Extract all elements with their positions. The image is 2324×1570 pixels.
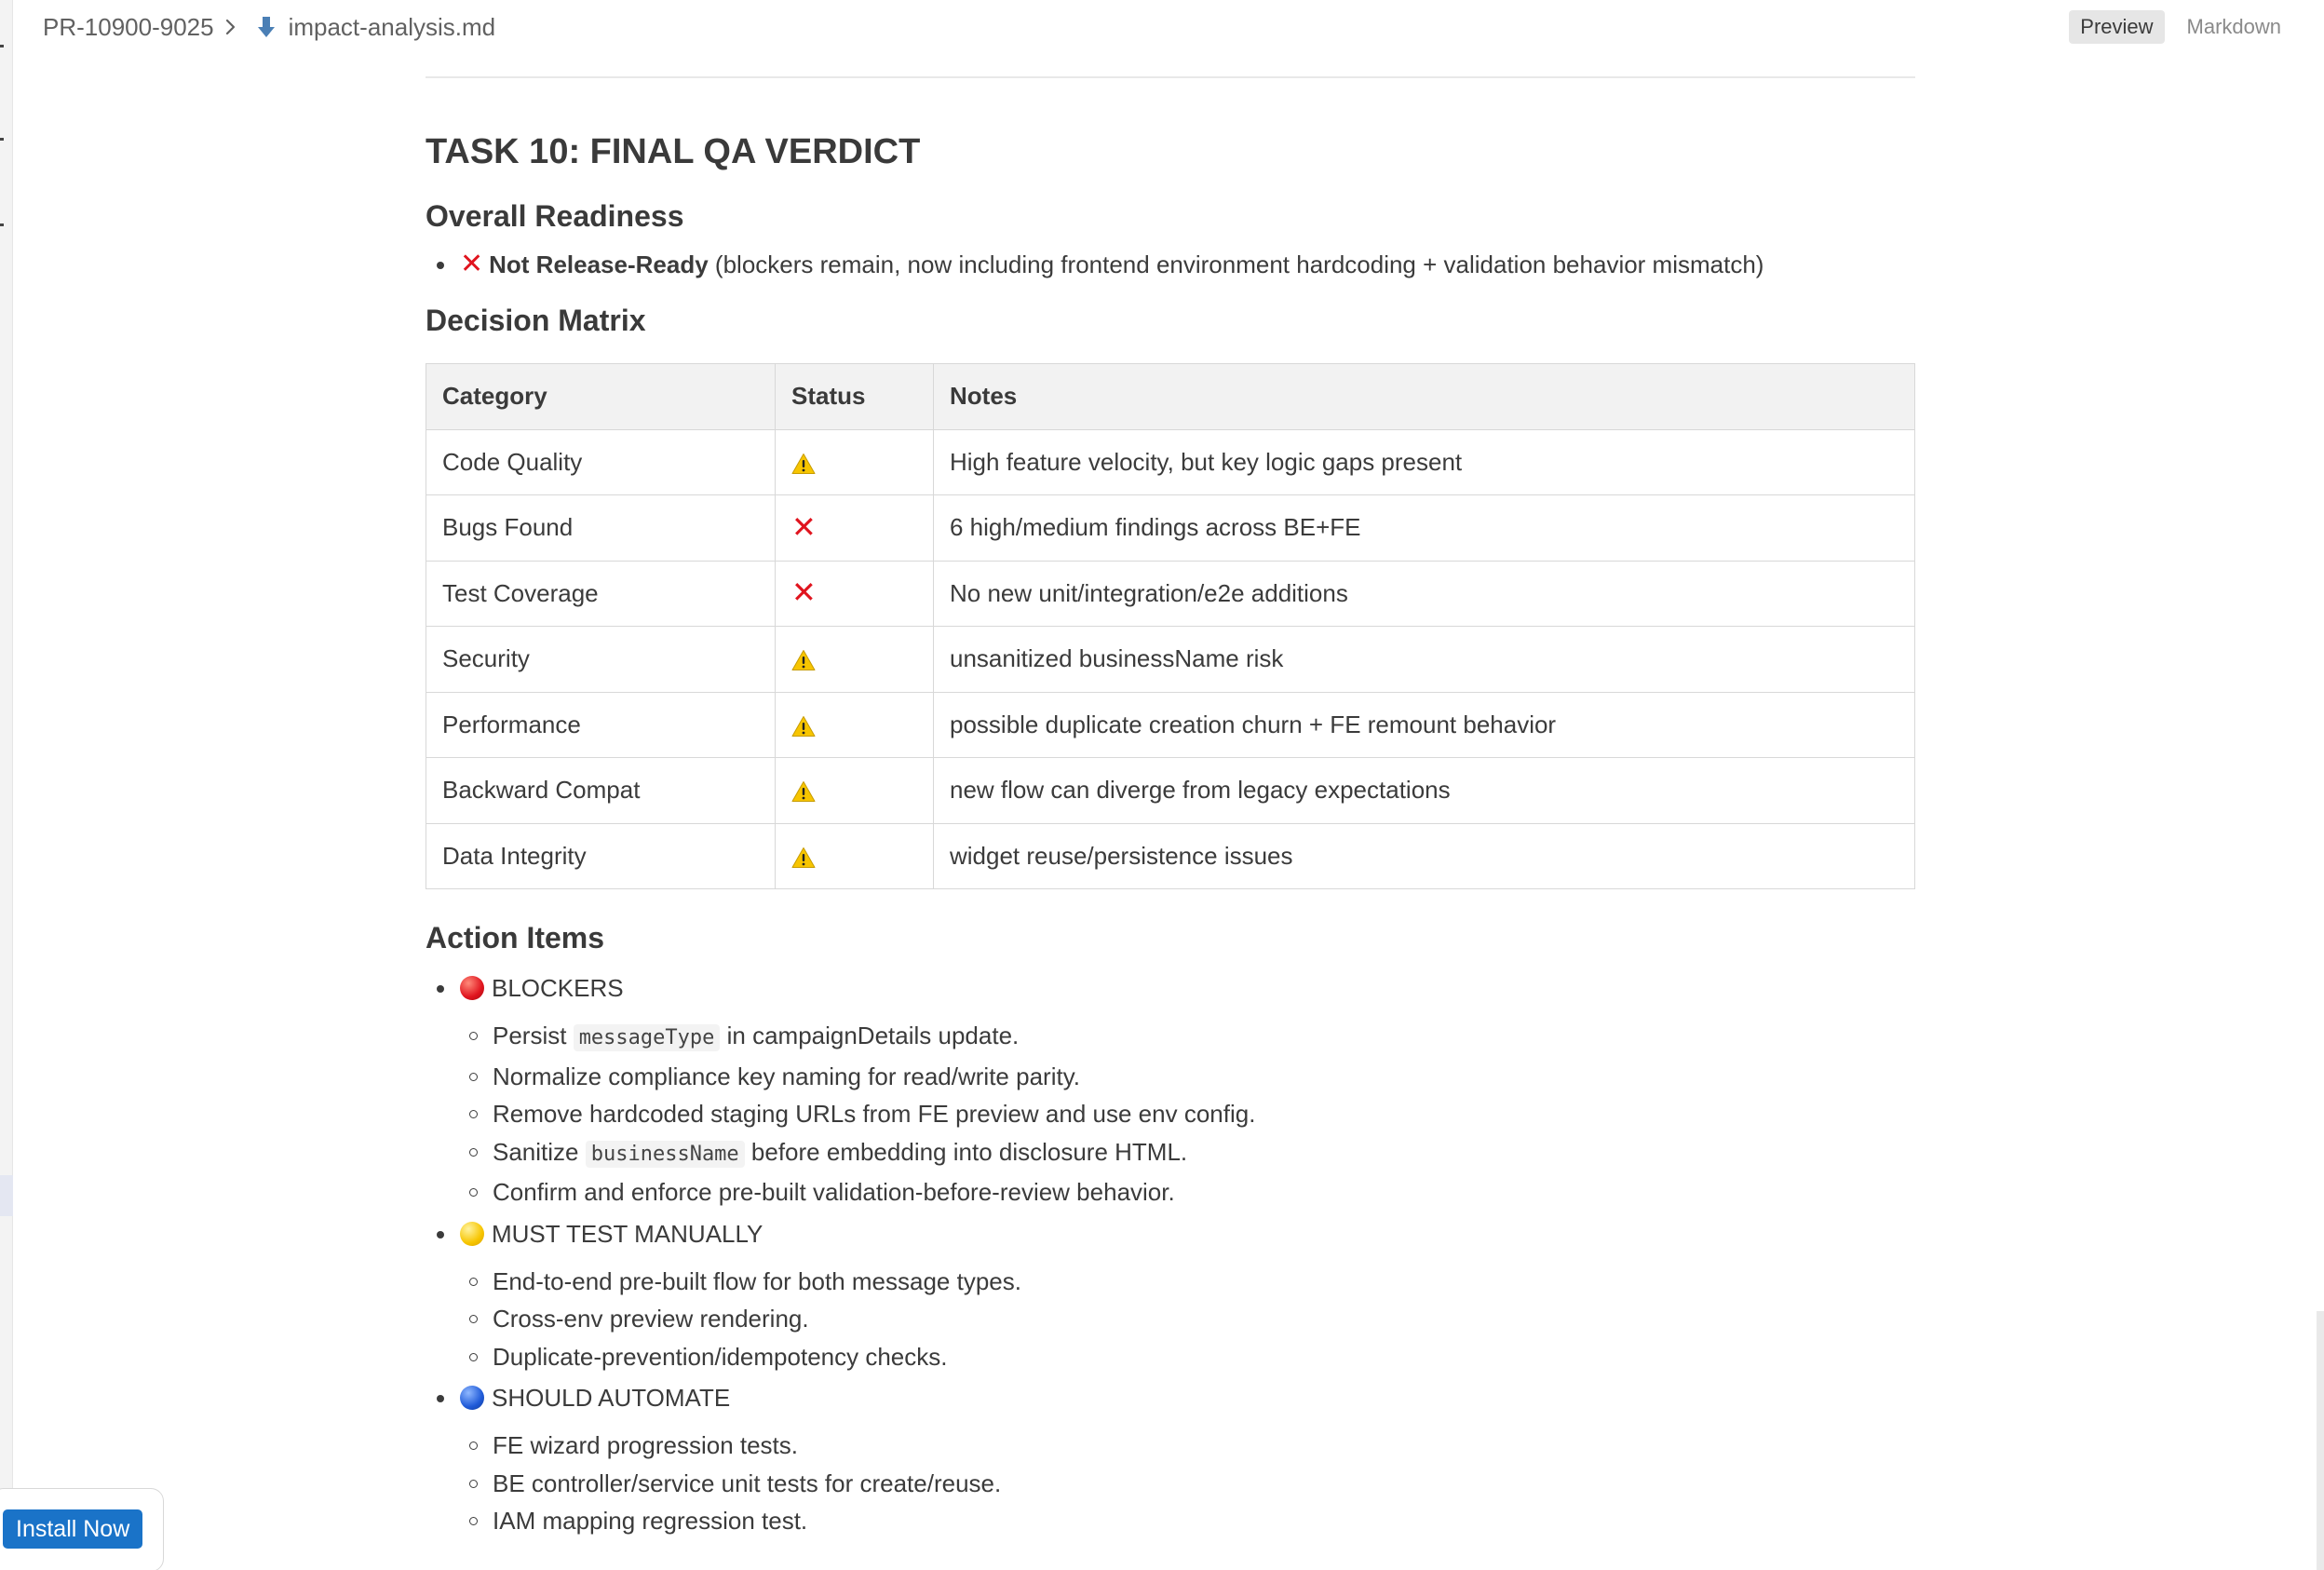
warning-icon xyxy=(791,846,816,869)
blockers-group xyxy=(437,969,1915,1211)
table-row xyxy=(426,758,1915,824)
preview-tab[interactable]: Preview xyxy=(2069,10,2164,44)
status-cell xyxy=(776,692,934,758)
manual-label: MUST TEST MANUALLY xyxy=(492,1219,763,1248)
column-header-status: Status xyxy=(776,364,934,430)
list-item: Cross-env preview rendering. xyxy=(469,1300,1915,1338)
list-item: BE controller/service unit tests for create/reuse. xyxy=(469,1465,1915,1503)
table-row xyxy=(426,429,1915,495)
list-item: Normalize compliance key naming for read/write parity. xyxy=(469,1058,1915,1096)
category-cell: Test Coverage xyxy=(426,561,776,627)
table-body xyxy=(426,429,1915,889)
blockers-label: BLOCKERS xyxy=(492,974,624,1002)
page-title: TASK 10: FINAL QA VERDICT xyxy=(426,132,921,171)
item-text: Persist xyxy=(493,1022,574,1049)
category-cell: Backward Compat xyxy=(426,758,776,824)
automate-label: SHOULD AUTOMATE xyxy=(492,1384,731,1412)
cross-mark-icon: ✕ xyxy=(460,249,484,279)
warning-icon xyxy=(791,780,816,803)
category-cell: Code Quality xyxy=(426,429,776,495)
table-row xyxy=(426,627,1915,693)
actions-heading: Action Items xyxy=(426,921,605,954)
notes-cell: widget reuse/persistence issues xyxy=(934,823,1915,889)
status-cell xyxy=(776,823,934,889)
readiness-heading: Overall Readiness xyxy=(426,199,684,233)
item-text: before embedding into disclosure HTML. xyxy=(744,1137,1188,1166)
readiness-list xyxy=(437,246,1915,283)
list-item xyxy=(469,1133,1915,1174)
horizontal-rule xyxy=(426,76,1915,78)
status-cell xyxy=(776,561,934,627)
automate-group xyxy=(437,1379,1915,1540)
manual-list xyxy=(469,1263,1915,1376)
install-now-button[interactable]: Install Now xyxy=(3,1509,142,1549)
rail-selection xyxy=(0,1175,13,1216)
matrix-heading: Decision Matrix xyxy=(426,304,646,337)
notes-cell: 6 high/medium findings across BE+FE xyxy=(934,495,1915,562)
manual-test-group xyxy=(437,1215,1915,1376)
markdown-file-icon xyxy=(257,15,276,39)
warning-icon xyxy=(791,649,816,671)
category-cell: Performance xyxy=(426,692,776,758)
table-row xyxy=(426,692,1915,758)
list-item: Remove hardcoded staging URLs from FE preview and use env config. xyxy=(469,1095,1915,1133)
blockers-list xyxy=(469,1017,1915,1211)
table-header-row xyxy=(426,364,1915,430)
yellow-circle-icon xyxy=(460,1222,484,1246)
item-text: Sanitize xyxy=(493,1137,586,1166)
chevron-right-icon xyxy=(225,18,236,36)
list-item: Duplicate-prevention/idempotency checks. xyxy=(469,1338,1915,1376)
list-item xyxy=(469,1017,1915,1058)
table-row xyxy=(426,495,1915,562)
view-toggle xyxy=(2069,10,2292,44)
cross-mark-icon: ✕ xyxy=(791,509,817,544)
warning-icon xyxy=(791,453,816,475)
status-cell xyxy=(776,495,934,562)
notes-cell: High feature velocity, but key logic gaps present xyxy=(934,429,1915,495)
blue-circle-icon xyxy=(460,1386,484,1410)
cross-mark-icon: ✕ xyxy=(791,575,817,610)
list-item: End-to-end pre-built flow for both message types. xyxy=(469,1263,1915,1301)
rail-marker xyxy=(0,223,4,226)
column-header-category: Category xyxy=(426,364,776,430)
status-cell xyxy=(776,429,934,495)
breadcrumb-pr[interactable]: PR-10900-9025 xyxy=(43,12,214,41)
table-row xyxy=(426,561,1915,627)
column-header-notes: Notes xyxy=(934,364,1915,430)
list-item: Confirm and enforce pre-built validation-before-review behavior. xyxy=(469,1173,1915,1211)
table-row xyxy=(426,823,1915,889)
verdict-label: Not Release-Ready xyxy=(489,250,709,278)
scrollbar[interactable] xyxy=(2317,1311,2324,1570)
notes-cell: new flow can diverge from legacy expectations xyxy=(934,758,1915,824)
category-cell: Bugs Found xyxy=(426,495,776,562)
breadcrumb-file[interactable]: impact-analysis.md xyxy=(288,12,496,41)
list-item: IAM mapping regression test. xyxy=(469,1502,1915,1540)
action-items-list xyxy=(437,969,1915,1540)
notes-cell: unsanitized businessName risk xyxy=(934,627,1915,693)
red-circle-icon xyxy=(460,976,484,1000)
left-sidebar-rail xyxy=(0,0,13,1570)
editor-header xyxy=(13,0,2324,54)
breadcrumb xyxy=(43,11,495,43)
verdict-note: (blockers remain, now including frontend environment hardcoding + validation behavior mismatch) xyxy=(714,250,1764,278)
warning-icon xyxy=(791,715,816,738)
inline-code: messageType xyxy=(574,1024,721,1051)
category-cell: Security xyxy=(426,627,776,693)
install-popup xyxy=(0,1488,164,1570)
status-cell xyxy=(776,627,934,693)
category-cell: Data Integrity xyxy=(426,823,776,889)
notes-cell: possible duplicate creation churn + FE remount behavior xyxy=(934,692,1915,758)
inline-code: businessName xyxy=(586,1141,745,1168)
item-text: in campaignDetails update. xyxy=(720,1022,1020,1049)
automate-list xyxy=(469,1427,1915,1540)
status-cell xyxy=(776,758,934,824)
list-item: FE wizard progression tests. xyxy=(469,1427,1915,1465)
markdown-preview xyxy=(426,54,1915,1544)
decision-matrix-table xyxy=(426,363,1915,889)
notes-cell: No new unit/integration/e2e additions xyxy=(934,561,1915,627)
readiness-verdict xyxy=(437,246,1915,283)
markdown-tab[interactable]: Markdown xyxy=(2186,15,2281,38)
rail-marker xyxy=(0,45,4,47)
rail-marker xyxy=(0,138,4,141)
